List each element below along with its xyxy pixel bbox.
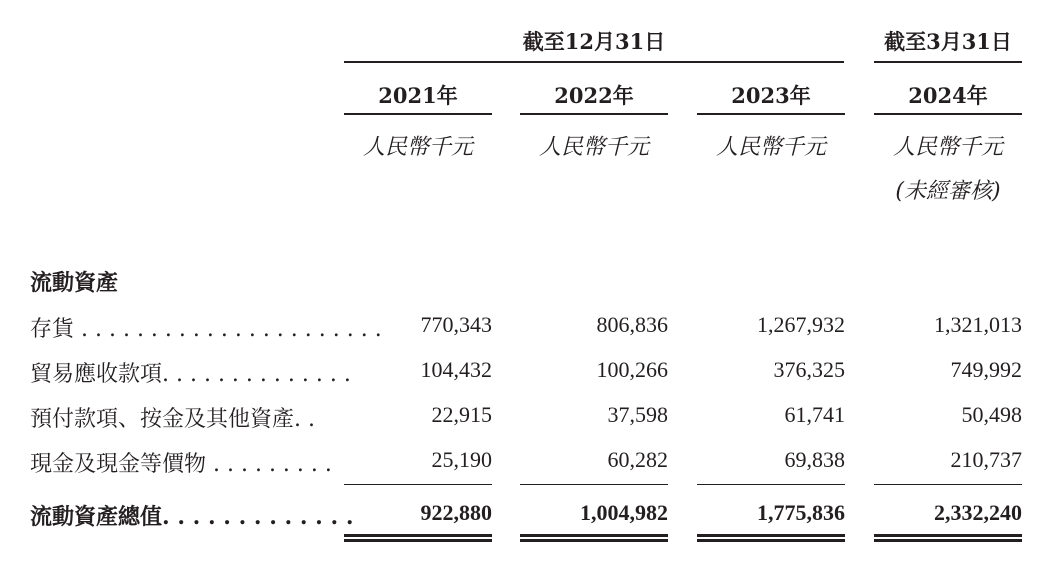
subtotal-rule — [344, 484, 492, 485]
total-2023: 1,775,836 — [757, 500, 845, 525]
cell-2021: 104,432 — [420, 357, 492, 382]
total-2021: 922,880 — [420, 500, 492, 525]
row-label: 貿易應收款項. . . . . . . . . . . . . . — [30, 362, 351, 387]
cell-2024: 749,992 — [950, 357, 1022, 382]
year-rule — [520, 113, 668, 115]
quarter-header-rule — [874, 61, 1022, 63]
subtotal-rule — [874, 484, 1022, 485]
year-header-2021: 2021年 — [378, 83, 458, 108]
row-label: 現金及現金等價物 . . . . . . . . . — [30, 452, 332, 477]
year-header-2024: 2024年 — [908, 83, 988, 108]
total-label: 流動資產總值. . . . . . . . . . . . . — [30, 504, 354, 530]
cell-2021: 25,190 — [431, 447, 492, 472]
cell-2022: 37,598 — [607, 402, 668, 427]
total-2022: 1,004,982 — [580, 500, 668, 525]
period-header-quarter: 截至3月31日 — [884, 29, 1012, 54]
unit-label: 人民幣千元 — [362, 135, 473, 160]
unaudited-label: (未經審核) — [895, 179, 1001, 204]
cell-2022: 60,282 — [607, 447, 668, 472]
table-row — [0, 312, 1064, 346]
unit-label: 人民幣千元 — [892, 135, 1003, 160]
cell-2022: 100,266 — [596, 357, 668, 382]
section-title: 流動資產 — [30, 270, 119, 296]
year-header-2023: 2023年 — [731, 83, 811, 108]
cell-2024: 1,321,013 — [934, 312, 1022, 337]
total-double-rule — [874, 534, 1022, 542]
cell-2023: 69,838 — [784, 447, 845, 472]
year-header-2022: 2022年 — [554, 83, 634, 108]
row-label: 存貨 . . . . . . . . . . . . . . . . . . . . . . — [30, 317, 382, 342]
cell-2024: 210,737 — [950, 447, 1022, 472]
table-row — [0, 357, 1064, 391]
cell-2023: 61,741 — [784, 402, 845, 427]
total-2024: 2,332,240 — [934, 500, 1022, 525]
period-header-rule — [344, 61, 844, 63]
cell-2022: 806,836 — [596, 312, 668, 337]
cell-2024: 50,498 — [961, 402, 1022, 427]
year-rule — [344, 113, 492, 115]
total-double-rule — [520, 534, 668, 542]
unit-label: 人民幣千元 — [715, 135, 826, 160]
period-header-year-end: 截至12月31日 — [522, 29, 666, 54]
table-row — [0, 447, 1064, 481]
cell-2023: 376,325 — [773, 357, 845, 382]
total-double-rule — [344, 534, 492, 542]
cell-2021: 770,343 — [420, 312, 492, 337]
unit-label: 人民幣千元 — [538, 135, 649, 160]
year-rule — [697, 113, 845, 115]
row-label: 預付款項、按金及其他資產. . — [30, 407, 315, 432]
year-rule — [874, 113, 1022, 115]
table-row — [0, 402, 1064, 436]
cell-2023: 1,267,932 — [757, 312, 845, 337]
total-row — [0, 500, 1064, 534]
total-double-rule — [697, 534, 845, 542]
cell-2021: 22,915 — [431, 402, 492, 427]
subtotal-rule — [697, 484, 845, 485]
subtotal-rule — [520, 484, 668, 485]
